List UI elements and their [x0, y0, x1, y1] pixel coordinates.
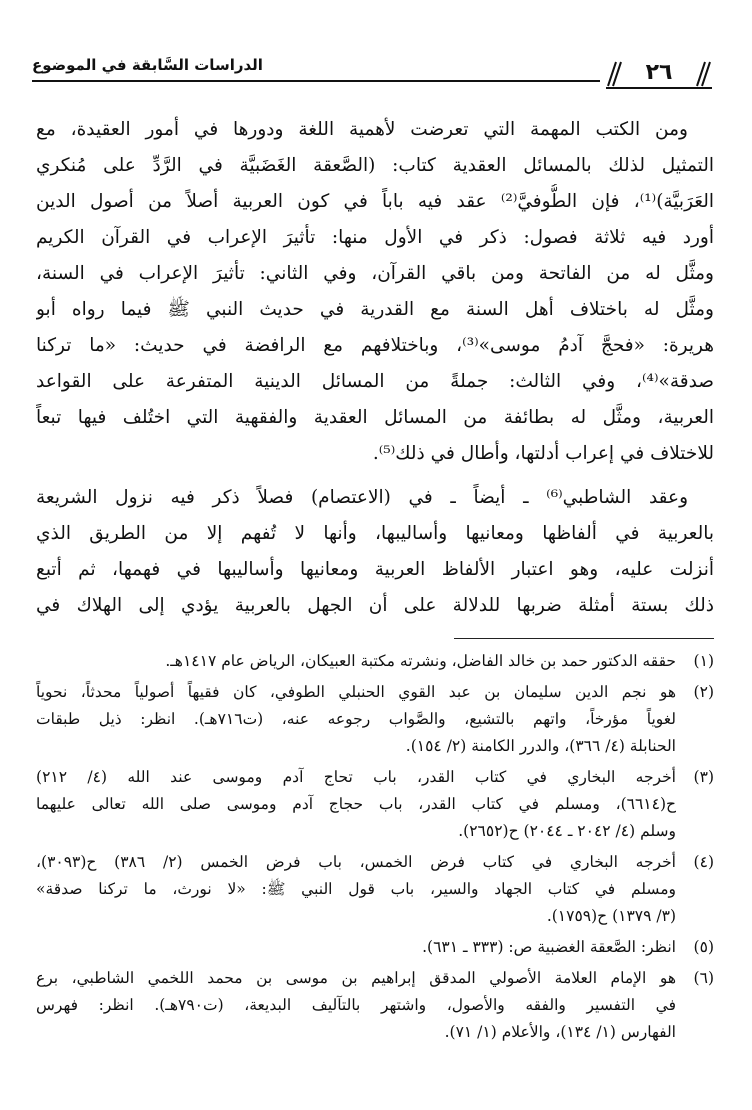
- footnote-body: [36, 849, 676, 930]
- footnote-number: (٢): [693, 683, 714, 701]
- running-header: [32, 46, 712, 92]
- text-line: العَرَبيَّة)⁽¹⁾، فإن الطُّوفيَّ⁽²⁾ عقد فيه باباً في كون العربية أصلاً من أصول الدين: [36, 191, 714, 212]
- footnote-body: [36, 648, 676, 675]
- text-line: بالعربية في ألفاظها ومعانيها وأساليبها، وأنها لا تُفهم إلا من الطريق الذي: [36, 523, 714, 544]
- footnote-line: لغوياً مؤرخاً، واتهم بالتشيع، والصَّواب رجوعه عنه، (ت٧١٦هـ). انظر: ذيل طبقات: [36, 710, 676, 728]
- footnotes: [36, 648, 714, 1050]
- footnote-number: (٤): [693, 853, 714, 871]
- footnote-3: [36, 764, 714, 845]
- footnote-6: [36, 965, 714, 1046]
- footnote-1: [36, 648, 714, 675]
- paragraph-1: [36, 112, 714, 472]
- footnote-number: (٣): [693, 768, 714, 786]
- text-line: العربية، ومثَّل له بطائفة من المسائل العقدية والفقهية التي اختُلف فيها تبعاً: [36, 407, 714, 428]
- footnote-line: حققه الدكتور حمد بن خالد الفاضل، ونشرته مكتبة العبيكان، الرياض عام ١٤١٧هـ.: [165, 652, 676, 670]
- footnote-line: (٣/ ١٣٧٩) ح(١٧٥٩).: [546, 907, 676, 925]
- chapter-title: الدراسات السَّابقة في الموضوع: [32, 56, 263, 74]
- text-line: للاختلاف في إعراب أدلتها، وأطال في ذلك⁽⁵⁾.: [372, 443, 714, 464]
- footnote-body: [36, 679, 676, 760]
- footnote-line: ومسلم في كتاب الجهاد والسير، باب قول النبي ﷺ: «لا نورث، ما تركنا صدقة»: [36, 880, 676, 898]
- footnote-line: أخرجه البخاري في كتاب القدر، باب تحاج آدم وموسى عند الله (٤/ ٢١٢): [36, 768, 676, 786]
- footnote-body: [36, 764, 676, 845]
- footnote-2: [36, 679, 714, 760]
- footnote-5: [36, 934, 714, 961]
- footnote-line: أخرجه البخاري في كتاب فرض الخمس، باب فرض الخمس (٢/ ٣٨٦) ح(٣٠٩٣)،: [36, 853, 676, 871]
- footnote-line: هو نجم الدين سليمان بن عبد القوي الحنبلي الطوفي، كان فقيهاً أصولياً محدثاً، نحوياً: [36, 683, 676, 701]
- footnote-number: (٦): [693, 969, 714, 987]
- paragraph-2: [36, 480, 714, 624]
- footnote-line: وسلم (٤/ ٢٠٤٢ ـ ٢٠٤٤) ح(٢٦٥٢).: [458, 822, 676, 840]
- footnote-4: [36, 849, 714, 930]
- text-line: صدقة»⁽⁴⁾، وفي الثالث: جملةً من المسائل الدينية المتفرعة على القواعد: [36, 371, 714, 392]
- text-line: ومثَّل له من الفاتحة ومن باقي القرآن، وفي الثاني: تأثيرَ الإعراب في السنة،: [36, 263, 714, 284]
- text-line: وعقد الشاطبي⁽⁶⁾ ـ أيضاً ـ في (الاعتصام) فصلاً ذكر فيه نزول الشريعة: [36, 487, 688, 508]
- footnote-line: انظر: الصَّعقة الغضبية ص: (٣٣٣ ـ ٦٣١).: [422, 938, 676, 956]
- footnote-line: الحنابلة (٤/ ٣٦٦)، والدرر الكامنة (٢/ ١٥٤).: [405, 737, 676, 755]
- footnote-separator: [454, 638, 714, 639]
- text-line: ومثَّل له باختلاف أهل السنة مع القدرية في حديث النبي ﷺ فيما رواه أبو: [36, 299, 714, 320]
- footnote-line: في التفسير والفقه والأصول، واشتهر بالتآليف البديعة، (ت٧٩٠هـ). انظر: فهرس: [36, 996, 676, 1014]
- text-line: هريرة: «فحجَّ آدمُ موسى»⁽³⁾، وباختلافهم مع الرافضة في حديث: «ما تركنا: [36, 335, 714, 356]
- main-text: [36, 112, 714, 624]
- footnote-line: ح(٦٦١٤)، ومسلم في كتاب القدر، باب حجاج آدم وموسى صلى الله تعالى عليهما: [36, 795, 676, 813]
- footnote-body: [36, 934, 676, 961]
- text-line: ومن الكتب المهمة التي تعرضت لأهمية اللغة ودورها في أمور العقيدة، مع: [36, 119, 688, 140]
- footnote-line: هو الإمام العلامة الأصولي المدقق إبراهيم بن موسى بن محمد اللخمي الشاطبي، برع: [36, 969, 676, 987]
- text-line: التمثيل لذلك بالمسائل العقدية كتاب: (الصَّعقة الغَضَبيَّة في الرَّدِّ على مُنكري: [36, 155, 714, 176]
- footnote-number: (٥): [693, 938, 714, 956]
- text-line: ذلك بستة أمثلة ضربها للدلالة على أن الجهل بالعربية يؤدي إلى الهلاك في: [36, 595, 714, 616]
- page-number-frame: [606, 58, 712, 90]
- page-number: ٢٦: [645, 60, 673, 85]
- footnote-number: (١): [693, 652, 714, 670]
- text-line: أنزلت عليه، وهو اعتبار الألفاظ العربية ومعانيها وأساليبها في فهمها، ثم أتبع: [36, 559, 714, 580]
- paragraph-gap: [36, 472, 714, 480]
- header-rule: [32, 80, 600, 82]
- footnote-body: [36, 965, 676, 1046]
- text-line: أورد فيه ثلاثة فصول: ذكر في الأول منها: تأثيرَ الإعراب في القرآن الكريم: [36, 227, 714, 248]
- footnote-line: الفهارس (١/ ١٣٤)، والأعلام (١/ ٧١).: [444, 1023, 676, 1041]
